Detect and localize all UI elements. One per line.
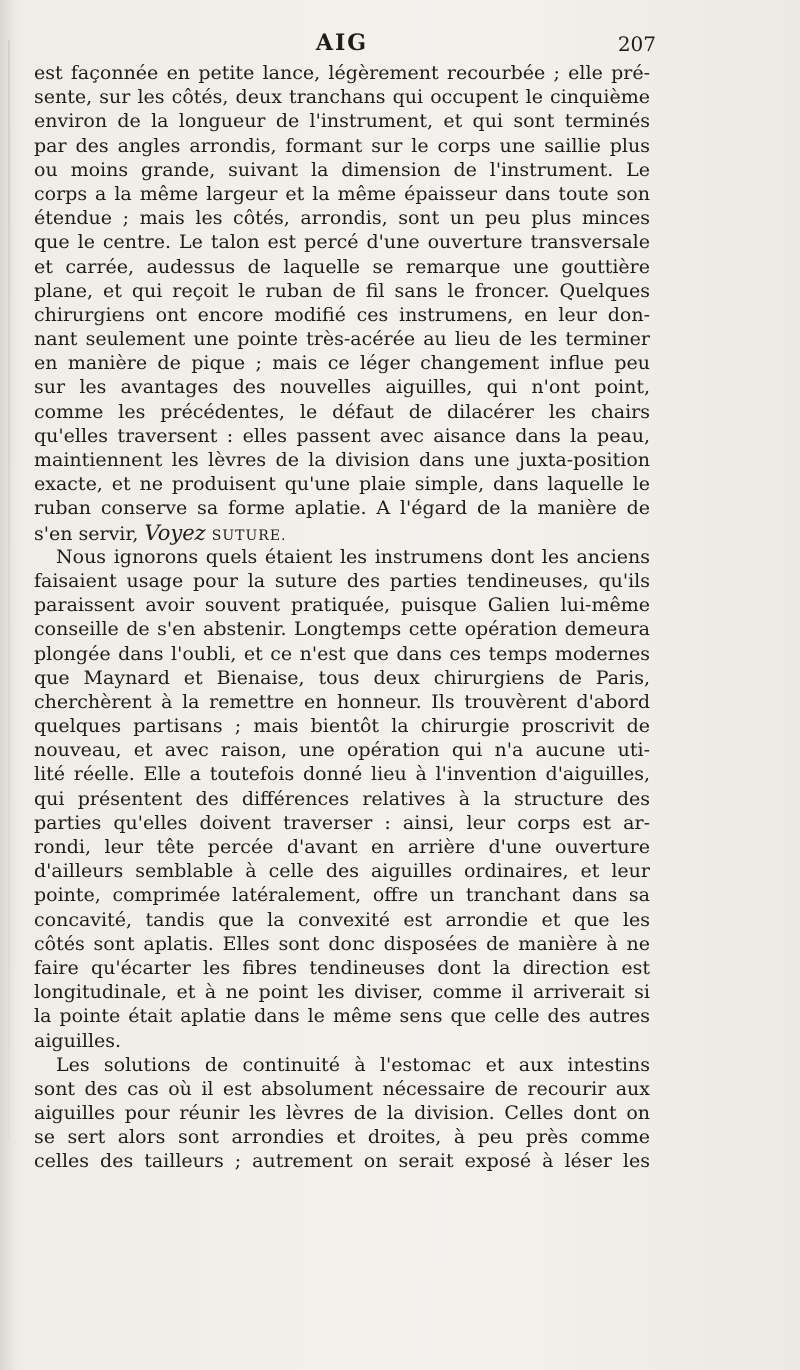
text-line: ruban conserve sa forme aplatie. A l'égard de la manière de bbox=[34, 497, 650, 520]
text-line: aiguilles. bbox=[34, 1029, 122, 1052]
text-line: exacte, et ne produisent qu'une plaie simple, dans laquelle le bbox=[34, 473, 650, 496]
text-line: que le centre. Le talon est percé d'une ouverture transversale bbox=[34, 231, 650, 254]
paragraph-2 bbox=[34, 545, 650, 1053]
text-line: la pointe était aplatie dans le même sens que celle des autres bbox=[34, 1005, 650, 1028]
text-line: sur les avantages des nouvelles aiguilles, qui n'ont point, bbox=[34, 376, 650, 399]
text-line: maintiennent les lèvres de la division dans une juxta-position bbox=[34, 449, 650, 471]
text-line: Les solutions de continuité à l'estomac et aux intestins bbox=[56, 1053, 650, 1076]
text-line: nant seulement une pointe très-acérée au lieu de les terminer bbox=[34, 328, 650, 351]
text-line: faire qu'écarter les fibres tendineuses dont la direction est bbox=[34, 956, 650, 979]
text-line: est façonnée en petite lance, légèrement recourbée ; elle pré- bbox=[34, 62, 650, 84]
running-head: AIG bbox=[315, 30, 369, 56]
page-header bbox=[34, 30, 656, 60]
paragraph-1 bbox=[34, 61, 650, 545]
text-line: sont des cas où il est absolument nécessaire de recourir aux bbox=[34, 1077, 650, 1100]
text-line: et carrée, audessus de laquelle se remarque une gouttière bbox=[34, 255, 650, 278]
text-line: corps a la même largeur et la même épaisseur dans toute son bbox=[34, 182, 650, 205]
text-line: rondi, leur tête percée d'avant en arrière d'une ouverture bbox=[34, 836, 650, 858]
text-line: pointe, comprimée latéralement, offre un tranchant dans sa bbox=[34, 884, 650, 907]
page-body bbox=[34, 61, 650, 1174]
text-line: par des angles arrondis, formant sur le corps une saillie plus bbox=[34, 134, 650, 157]
text-line: conseille de s'en abstenir. Longtemps cette opération demeura bbox=[34, 618, 650, 641]
text-line: côtés sont aplatis. Elles sont donc disposées de manière à ne bbox=[34, 932, 650, 955]
text-line: cherchèrent à la remettre en honneur. Ils trouvèrent d'abord bbox=[34, 690, 650, 713]
text-line-cross-reference bbox=[34, 521, 650, 545]
text-line: en manière de pique ; mais ce léger changement influe peu bbox=[34, 352, 650, 375]
text-line: sente, sur les côtés, deux tranchans qui occupent le cinquième bbox=[34, 86, 650, 109]
binding-shadow bbox=[8, 40, 10, 1140]
text-line: ou moins grande, suivant la dimension de l'instrument. Le bbox=[34, 158, 650, 181]
text-line: plongée dans l'oubli, et ce n'est que dans ces temps modernes bbox=[34, 642, 650, 665]
text-line: se sert alors sont arrondies et droites, à peu près comme bbox=[34, 1126, 650, 1149]
closing-text: s'en servir, bbox=[34, 522, 145, 545]
text-line: comme les précédentes, le défaut de dilacérer les chairs bbox=[34, 400, 650, 423]
text-line: chirurgiens ont encore modifié ces instrumens, en leur don- bbox=[34, 303, 650, 326]
text-line: d'ailleurs semblable à celle des aiguilles ordinaires, et leur bbox=[34, 860, 650, 883]
text-line: longitudinale, et à ne point les diviser, comme il arriverait si bbox=[34, 981, 650, 1004]
text-line: nouveau, et avec raison, une opération qui n'a aucune uti- bbox=[34, 739, 650, 762]
text-line: environ de la longueur de l'instrument, et qui sont terminés bbox=[34, 110, 650, 133]
text-line: parties qu'elles doivent traverser : ainsi, leur corps est ar- bbox=[34, 811, 650, 834]
text-line: celles des tailleurs ; autrement on serait exposé à léser les bbox=[34, 1150, 650, 1173]
text-line: que Maynard et Bienaise, tous deux chirurgiens de Paris, bbox=[34, 666, 650, 689]
text-line: plane, et qui reçoit le ruban de fil sans le froncer. Quelques bbox=[34, 279, 650, 302]
text-line: concavité, tandis que la convexité est arrondie et que les bbox=[34, 908, 650, 931]
text-line: faisaient usage pour la suture des parties tendineuses, qu'ils bbox=[34, 569, 650, 592]
text-line: lité réelle. Elle a toutefois donné lieu à l'invention d'aiguilles, bbox=[34, 763, 650, 786]
text-line: Nous ignorons quels étaient les instrumens dont les anciens bbox=[56, 545, 650, 568]
paragraph-3 bbox=[34, 1053, 650, 1174]
text-line: qui présentent des différences relatives à la structure des bbox=[34, 787, 650, 810]
cross-reference-term: SUTURE. bbox=[211, 527, 287, 544]
text-line: aiguilles pour réunir les lèvres de la division. Celles dont on bbox=[34, 1102, 650, 1125]
text-line: quelques partisans ; mais bientôt la chirurgie proscrivit de bbox=[34, 715, 650, 738]
text-line: étendue ; mais les côtés, arrondis, sont un peu plus minces bbox=[34, 207, 650, 230]
text-line: qu'elles traversent : elles passent avec aisance dans la peau, bbox=[34, 424, 650, 447]
voyez-reference: Voyez bbox=[144, 520, 206, 545]
page-number: 207 bbox=[617, 32, 656, 56]
text-line: paraissent avoir souvent pratiquée, puisque Galien lui-même bbox=[34, 594, 650, 617]
